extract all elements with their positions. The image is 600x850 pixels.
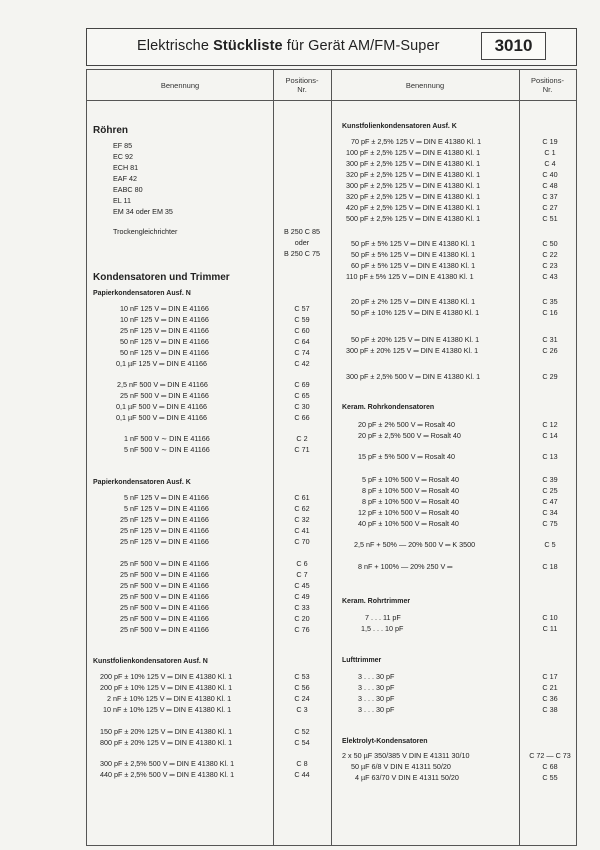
- position-number: C 32: [294, 515, 310, 524]
- position-number: C 3: [296, 705, 308, 714]
- position-number: C 53: [294, 672, 310, 681]
- part-description: 300 pF ± 2,5% 500 V ═ DIN E 41380 Kl. 1: [100, 759, 235, 768]
- position-number: C 2: [296, 434, 308, 443]
- part-description: 25 nF 125 V ═ DIN E 41166: [120, 515, 209, 524]
- part-description: 50 pF ± 5% 125 V ═ DIN E 41380 Kl. 1: [351, 250, 476, 259]
- part-description: 300 pF ± 2,5% 500 V ═ DIN E 41380 Kl. 1: [346, 372, 481, 381]
- part-description: 3 . . . 30 pF: [358, 705, 395, 714]
- position-number: C 30: [294, 402, 310, 411]
- part-description: EM 34 oder EM 35: [113, 207, 173, 216]
- position-number: C 19: [542, 137, 558, 146]
- document-title: Elektrische Stückliste für Gerät AM/FM-Super: [137, 38, 440, 54]
- part-description: EF 85: [113, 141, 133, 150]
- part-description: 8 pF ± 10% 500 V ═ Rosalt 40: [362, 486, 459, 495]
- position-number: C 76: [294, 625, 310, 634]
- subsection-heading: Kunstfolienkondensatoren Ausf. N: [93, 658, 208, 665]
- part-description: 50 µF 6/8 V DIN E 41311 50/20: [351, 762, 451, 771]
- part-description: EAF 42: [113, 174, 137, 183]
- header-positions: Positions- Nr.: [285, 76, 319, 94]
- part-description: EL 11: [113, 196, 131, 205]
- position-number: C 50: [542, 239, 558, 248]
- part-description: 420 pF ± 2,5% 125 V ═ DIN E 41380 Kl. 1: [346, 203, 481, 212]
- position-number: C 31: [542, 335, 558, 344]
- part-description: 3 . . . 30 pF: [358, 694, 395, 703]
- part-description: 8 pF ± 10% 500 V ═ Rosalt 40: [362, 497, 459, 506]
- part-description: ECH 81: [113, 163, 139, 172]
- header-benennung: Benennung: [160, 81, 200, 90]
- part-description: 50 nF 125 V ═ DIN E 41166: [120, 348, 209, 357]
- part-description: 25 nF 125 V ═ DIN E 41166: [120, 326, 209, 335]
- part-description: 1 nF 500 V ∼ DIN E 41166: [124, 434, 210, 443]
- position-number: C 74: [294, 348, 310, 357]
- position-number: C 5: [544, 540, 556, 549]
- part-description: 300 pF ± 20% 125 V ═ DIN E 41380 Kl. 1: [346, 346, 479, 355]
- part-description: 25 nF 500 V ═ DIN E 41166: [120, 614, 209, 623]
- part-description: 320 pF ± 2,5% 125 V ═ DIN E 41380 Kl. 1: [346, 170, 481, 179]
- part-description: 2 nF ± 10% 125 V ═ DIN E 41380 Kl. 1: [107, 694, 232, 703]
- part-description: 20 pF ± 2% 500 V ═ Rosalt 40: [358, 420, 455, 429]
- position-number: C 14: [542, 431, 558, 440]
- header-positions: Positions- Nr.: [531, 76, 564, 94]
- section-heading: Röhren: [93, 125, 128, 136]
- position-number: C 35: [542, 297, 558, 306]
- position-number: C 47: [542, 497, 558, 506]
- part-description: 0,1 µF 500 V ═ DIN E 41166: [116, 402, 208, 411]
- part-description: 320 pF ± 2,5% 125 V ═ DIN E 41380 Kl. 1: [346, 192, 481, 201]
- position-number: C 75: [542, 519, 558, 528]
- position-number: C 65: [294, 391, 310, 400]
- subsection-heading: Elektrolyt-Kondensatoren: [342, 738, 428, 745]
- position-number: oder: [294, 238, 310, 247]
- part-description: 110 pF ± 5% 125 V ═ DIN E 41380 Kl. 1: [346, 272, 474, 281]
- position-number: C 60: [294, 326, 310, 335]
- section-heading: Kondensatoren und Trimmer: [93, 272, 230, 283]
- position-number: C 1: [544, 148, 556, 157]
- part-description: 100 pF ± 2,5% 125 V ═ DIN E 41380 Kl. 1: [346, 148, 481, 157]
- position-number: C 64: [294, 337, 310, 346]
- position-number: C 26: [542, 346, 558, 355]
- part-description: EABC 80: [113, 185, 143, 194]
- position-number: C 44: [294, 770, 310, 779]
- part-description: 12 pF ± 10% 500 V ═ Rosalt 40: [358, 508, 459, 517]
- position-number: C 54: [294, 738, 310, 747]
- subsection-heading: Papierkondensatoren Ausf. N: [93, 290, 191, 297]
- part-description: 25 nF 125 V ═ DIN E 41166: [120, 537, 209, 546]
- position-number: C 41: [294, 526, 310, 535]
- position-number: C 62: [294, 504, 310, 513]
- position-number: C 29: [542, 372, 558, 381]
- position-number: C 39: [542, 475, 558, 484]
- position-number: C 8: [296, 759, 308, 768]
- position-number: C 27: [542, 203, 558, 212]
- position-number: C 49: [294, 592, 310, 601]
- part-description: 25 nF 500 V ═ DIN E 41166: [120, 570, 209, 579]
- subsection-heading: Kunstfolienkondensatoren Ausf. K: [342, 123, 457, 130]
- subsection-heading: Keram. Rohrkondensatoren: [342, 404, 435, 411]
- position-number: C 38: [542, 705, 558, 714]
- part-description: 200 pF ± 10% 125 V ═ DIN E 41380 Kl. 1: [100, 683, 233, 692]
- part-description: 50 pF ± 10% 125 V ═ DIN E 41380 Kl. 1: [351, 308, 480, 317]
- part-description: 25 nF 500 V ═ DIN E 41166: [120, 592, 209, 601]
- part-description: 5 nF 125 V ═ DIN E 41166: [124, 504, 209, 513]
- part-description: 3 . . . 30 pF: [358, 683, 395, 692]
- title-box: [86, 28, 577, 66]
- position-number: C 17: [542, 672, 558, 681]
- position-number: C 21: [542, 683, 558, 692]
- subsection-heading: Keram. Rohrtrimmer: [342, 598, 411, 605]
- part-description: Trockengleichrichter: [113, 227, 178, 236]
- position-number: C 25: [542, 486, 558, 495]
- position-number: C 36: [542, 694, 558, 703]
- position-number: C 56: [294, 683, 310, 692]
- part-description: 300 pF ± 2,5% 125 V ═ DIN E 41380 Kl. 1: [346, 181, 481, 190]
- part-description: 300 pF ± 2,5% 125 V ═ DIN E 41380 Kl. 1: [346, 159, 481, 168]
- part-description: 5 nF 500 V ∼ DIN E 41166: [124, 445, 210, 454]
- part-description: 5 nF 125 V ═ DIN E 41166: [124, 493, 209, 502]
- part-description: 500 pF ± 2,5% 125 V ═ DIN E 41380 Kl. 1: [346, 214, 481, 223]
- model-number-box: 3010: [481, 32, 546, 60]
- position-number: C 51: [542, 214, 558, 223]
- position-number: C 22: [542, 250, 558, 259]
- position-number: C 59: [294, 315, 310, 324]
- position-number: C 18: [542, 562, 558, 571]
- subsection-heading: Papierkondensatoren Ausf. K: [93, 479, 191, 486]
- part-description: 70 pF ± 2,5% 125 V ═ DIN E 41380 Kl. 1: [351, 137, 482, 146]
- part-description: 40 pF ± 10% 500 V ═ Rosalt 40: [358, 519, 459, 528]
- position-number: C 69: [294, 380, 310, 389]
- position-number: C 45: [294, 581, 310, 590]
- position-number: C 43: [542, 272, 558, 281]
- position-number: C 37: [542, 192, 558, 201]
- position-number: C 52: [294, 727, 310, 736]
- subsection-heading: Lufttrimmer: [342, 657, 382, 664]
- position-number: B 250 C 75: [284, 249, 320, 258]
- part-description: 50 nF 125 V ═ DIN E 41166: [120, 337, 209, 346]
- position-number: C 6: [296, 559, 308, 568]
- position-number: C 34: [542, 508, 558, 517]
- position-number: C 20: [294, 614, 310, 623]
- position-number: C 70: [294, 537, 310, 546]
- part-description: 1,5 . . . 10 pF: [361, 624, 404, 633]
- position-number: C 42: [294, 359, 310, 368]
- part-description: 20 pF ± 2,5% 500 V ═ Rosalt 40: [358, 431, 461, 440]
- part-description: 3 . . . 30 pF: [358, 672, 395, 681]
- part-description: 25 nF 500 V ═ DIN E 41166: [120, 603, 209, 612]
- part-description: 25 nF 500 V ═ DIN E 41166: [120, 581, 209, 590]
- part-description: 0,1 µF 500 V ═ DIN E 41166: [116, 413, 208, 422]
- part-description: 25 nF 500 V ═ DIN E 41166: [120, 391, 209, 400]
- position-number: C 71: [294, 445, 310, 454]
- part-description: 25 nF 500 V ═ DIN E 41166: [120, 625, 209, 634]
- part-description: 0,1 µF 125 V ═ DIN E 41166: [116, 359, 208, 368]
- position-number: C 33: [294, 603, 310, 612]
- position-number: C 66: [294, 413, 310, 422]
- part-description: 800 pF ± 20% 125 V ═ DIN E 41380 Kl. 1: [100, 738, 233, 747]
- position-number: C 13: [542, 452, 558, 461]
- position-number: C 68: [542, 762, 558, 771]
- part-description: 25 nF 125 V ═ DIN E 41166: [120, 526, 209, 535]
- position-number: C 40: [542, 170, 558, 179]
- part-description: 2 x 50 µF 350/385 V DIN E 41311 30/10: [342, 751, 470, 760]
- part-description: 10 nF ± 10% 125 V ═ DIN E 41380 Kl. 1: [103, 705, 232, 714]
- position-number: C 24: [294, 694, 310, 703]
- part-description: 200 pF ± 10% 125 V ═ DIN E 41380 Kl. 1: [100, 672, 233, 681]
- position-number: C 11: [542, 624, 558, 633]
- part-description: 50 pF ± 20% 125 V ═ DIN E 41380 Kl. 1: [351, 335, 480, 344]
- position-number: C 48: [542, 181, 558, 190]
- position-number: C 16: [542, 308, 558, 317]
- part-description: 10 nF 125 V ═ DIN E 41166: [120, 304, 209, 313]
- part-description: 8 nF + 100% — 20% 250 V ═: [358, 562, 453, 571]
- part-description: EC 92: [113, 152, 133, 161]
- position-number: C 57: [294, 304, 310, 313]
- part-description: 150 pF ± 20% 125 V ═ DIN E 41380 Kl. 1: [100, 727, 233, 736]
- position-number: C 55: [542, 773, 558, 782]
- part-description: 4 µF 63/70 V DIN E 41311 50/20: [355, 773, 459, 782]
- part-description: 60 pF ± 5% 125 V ═ DIN E 41380 Kl. 1: [351, 261, 476, 270]
- part-description: 5 pF ± 10% 500 V ═ Rosalt 40: [362, 475, 459, 484]
- part-description: 20 pF ± 2% 125 V ═ DIN E 41380 Kl. 1: [351, 297, 476, 306]
- part-description: 2,5 nF 500 V ═ DIN E 41166: [117, 380, 208, 389]
- position-number: C 7: [296, 570, 308, 579]
- position-number: C 4: [544, 159, 556, 168]
- position-number: C 23: [542, 261, 558, 270]
- part-description: 15 pF ± 5% 500 V ═ Rosalt 40: [358, 452, 455, 461]
- part-description: 7 . . . 11 pF: [365, 613, 401, 622]
- position-number: C 10: [542, 613, 558, 622]
- part-description: 2,5 nF + 50% — 20% 500 V ═ K 3500: [354, 540, 476, 549]
- part-description: 440 pF ± 2,5% 500 V ═ DIN E 41380 Kl. 1: [100, 770, 235, 779]
- position-number: B 250 C 85: [284, 227, 320, 236]
- position-number: C 61: [294, 493, 310, 502]
- part-description: 50 pF ± 5% 125 V ═ DIN E 41380 Kl. 1: [351, 239, 476, 248]
- position-number: C 12: [542, 420, 558, 429]
- header-benennung: Benennung: [405, 81, 445, 90]
- part-description: 25 nF 500 V ═ DIN E 41166: [120, 559, 209, 568]
- position-number: C 72 — C 73: [529, 751, 571, 760]
- part-description: 10 nF 125 V ═ DIN E 41166: [120, 315, 209, 324]
